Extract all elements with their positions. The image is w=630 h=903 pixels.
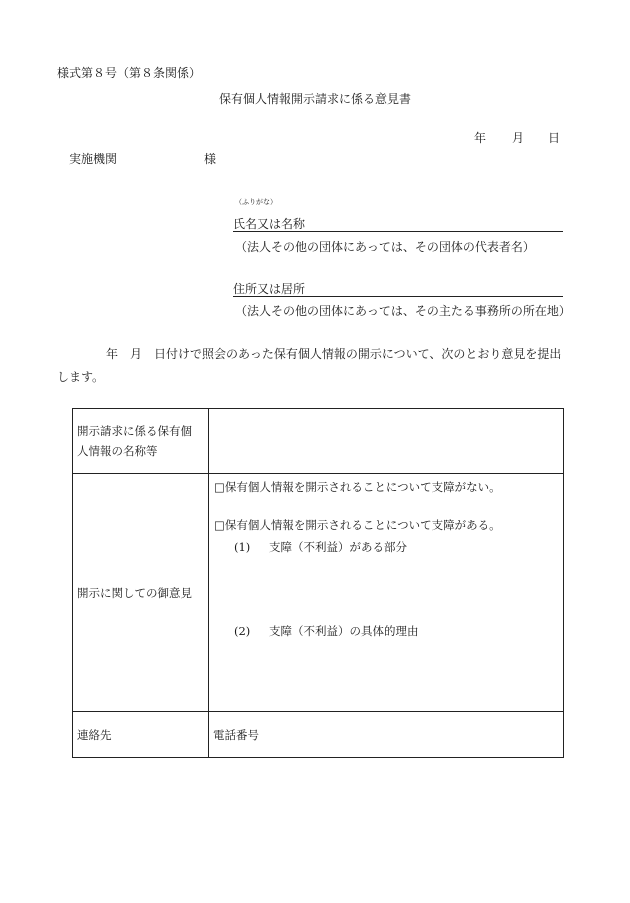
body-text-line2: します。 [57,370,105,384]
address-field-note: （法人その他の団体にあっては、その主たる事務所の所在地） [235,304,571,318]
body-text-line1: 年 月 日付けで照会のあった保有個人情報の開示について、次のとおり意見を提出 [106,347,562,361]
row1-label-line1: 開示請求に係る保有個 [77,424,192,438]
row1-value-cell[interactable] [209,409,564,474]
table-row [73,409,564,474]
row3-label-cell: 連絡先 [73,712,209,758]
row1-label-cell [73,409,209,474]
name-field-label: 氏名又は名称 [233,217,306,231]
sub2-text: 支障（不利益）の具体的理由 [269,624,419,638]
furigana-label: （ふりがな） [235,198,277,206]
option-no-hindrance[interactable]: □保有個人情報を開示されることについて支障がない。 [214,480,501,494]
address-field-label: 住所又は居所 [233,282,306,296]
row1-label-line2: 人情報の名称等 [77,444,158,458]
date-month-label: 月 [512,131,525,145]
sub1-text: 支障（不利益）がある部分 [269,540,407,554]
option-hindrance[interactable]: □保有個人情報を開示されることについて支障がある。 [214,518,501,532]
form-number: 様式第８号（第８条関係） [57,66,202,80]
opinion-table [72,408,564,758]
name-field-underline [233,231,563,232]
opinion-cell[interactable] [209,474,564,712]
document-title: 保有個人情報開示請求に係る意見書 [219,92,412,106]
addressee-honorific: 様 [204,152,217,166]
sub1-number: (1) [234,540,251,554]
sub2-number: (2) [234,624,251,638]
addressee-org: 実施機関 [69,152,118,166]
date-day-label: 日 [548,131,561,145]
table-row [73,474,564,712]
address-field-underline [233,296,563,297]
table-row [73,712,564,758]
phone-number-cell[interactable]: 電話番号 [209,712,564,758]
name-field-note: （法人その他の団体にあっては、その団体の代表者名） [235,240,535,254]
date-year-label: 年 [474,131,487,145]
row2-label-cell: 開示に関しての御意見 [73,474,209,712]
